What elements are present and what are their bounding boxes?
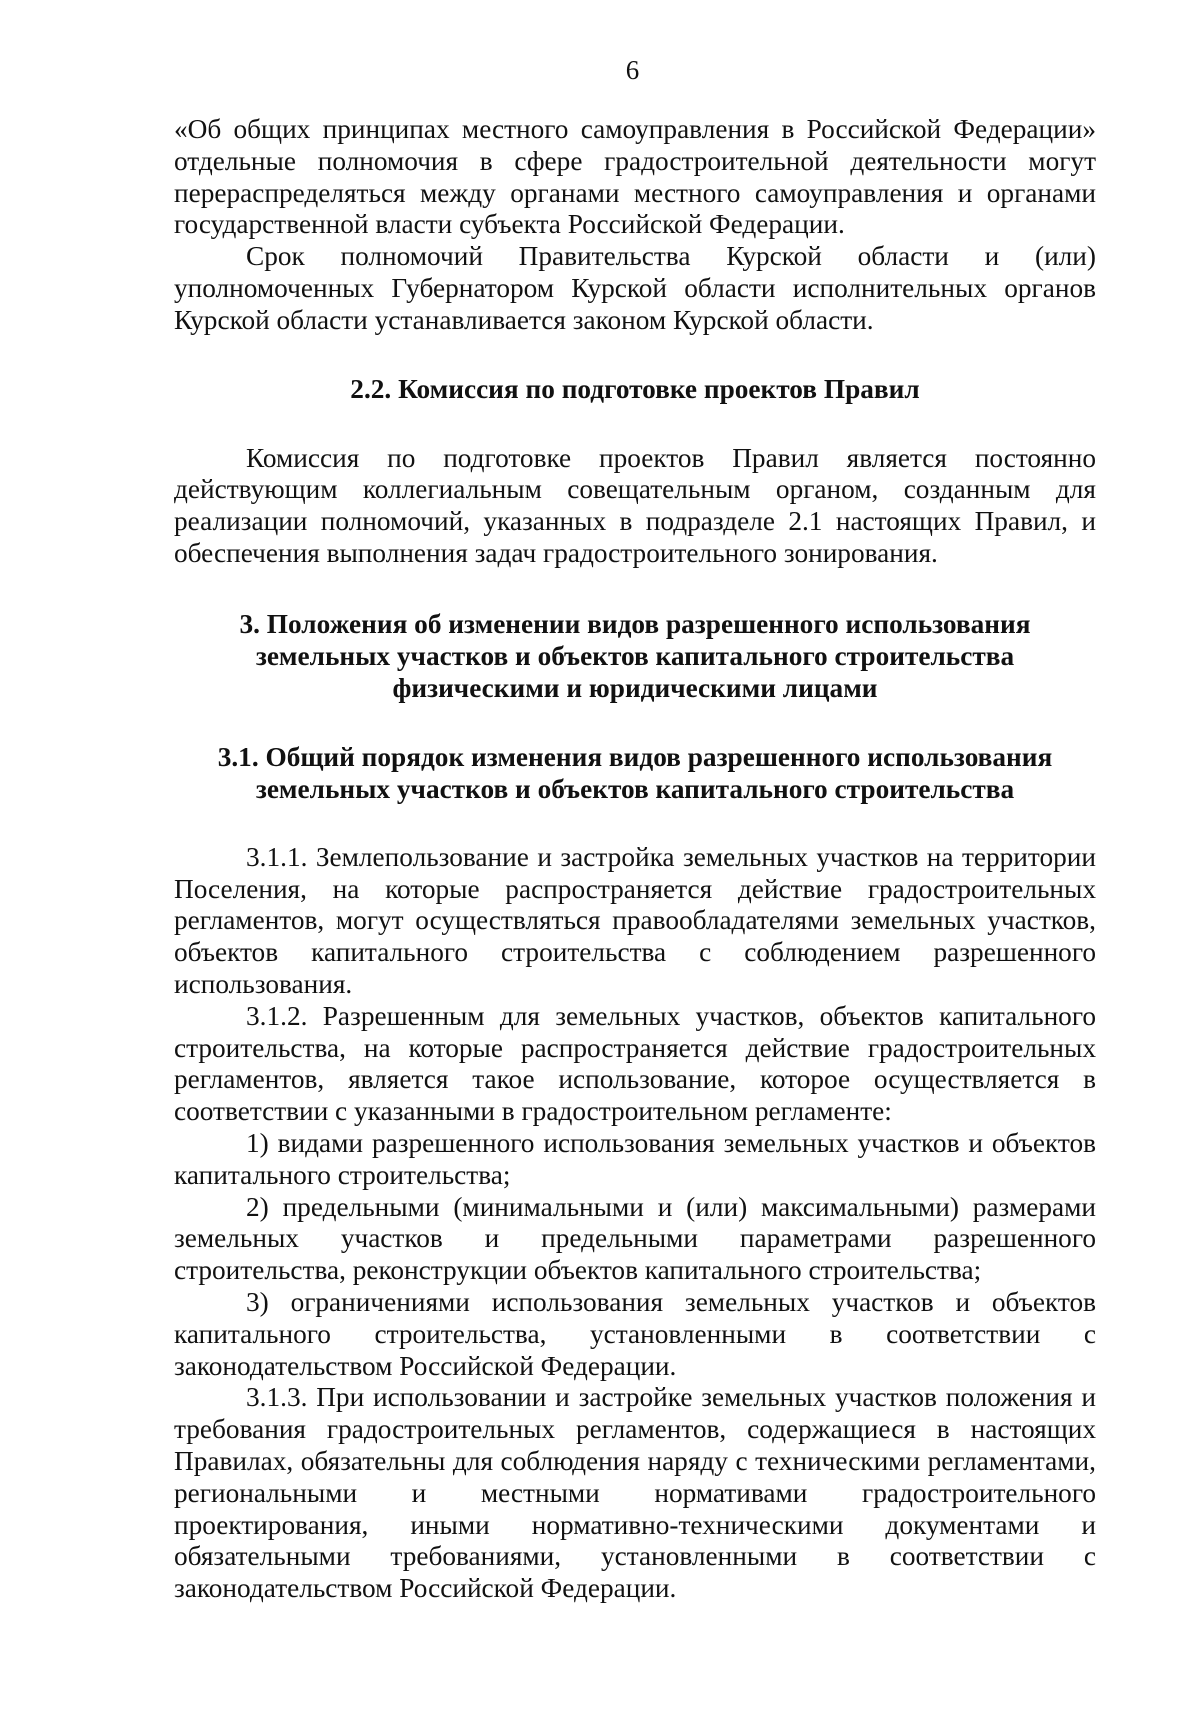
paragraph-intro-2: Срок полномочий Правительства Курской области и (или) уполномоченных Губернатором Курской области исполнительных органов Курской области устанавливается законом Курской области. xyxy=(174,241,1096,335)
section-2-2-paragraph: Комиссия по подготовке проектов Правил является постоянно действующим коллегиальным совещательным органом, созданным для реализации полномочий, указанных в подразделе 2.1 настоящих Правил, и обеспечения выполнения задач градостроительного зонирования. xyxy=(174,442,1096,568)
clause-3-1-3: 3.1.3. При использовании и застройке земельных участков положения и требования градостроительных регламентов, содержащиеся в настоящих Правилах, обязательны для соблюдения наряду с техническими регламентами, региональными и местными нормативами градостроительного проектирования, иными нормативно-техническими документами и обязательными требованиями, установленными в соответствии с законодательством Российской Федерации. xyxy=(174,1382,1096,1604)
spacer xyxy=(174,337,1096,373)
page-number: 6 xyxy=(625,55,640,85)
clause-3-1-2: 3.1.2. Разрешенным для земельных участков, объектов капитального строительства, на которые распространяется действие градостроительных регламентов, является такое использование, которое осуществляется в соответствии с указанными в градостроительном регламенте: xyxy=(174,1000,1096,1127)
document-body xyxy=(174,114,1096,1605)
list-item-3: 3) ограничениями использования земельных участков и объектов капитального строительства, установленными в соответствии с законодательством Российской Федерации. xyxy=(174,1286,1096,1381)
spacer xyxy=(174,805,1096,842)
spacer xyxy=(174,704,1096,741)
spacer xyxy=(174,405,1096,443)
list-item-2: 2) предельными (минимальными и (или) максимальными) размерами земельных участков и предельными параметрами разрешенного строительства, реконструкции объектов капитального строительства; xyxy=(174,1191,1096,1286)
section-3-1-heading xyxy=(174,741,1096,805)
list-item-1: 1) видами разрешенного использования земельных участков и объектов капитального строительства; xyxy=(174,1127,1096,1190)
section-3-heading-line-1: 3. Положения об изменении видов разрешенного использования xyxy=(239,608,1031,639)
paragraph-intro-1: «Об общих принципах местного самоуправления в Российской Федерации» отдельные полномочия в сфере градостроительной деятельности могут перераспределяться между органами местного самоуправления и органами государственной власти субъекта Российской Федерации. xyxy=(174,114,1096,240)
section-3-1-heading-line-2: земельных участков и объектов капитального строительства xyxy=(255,773,1015,804)
section-3-heading-line-3: физическими и юридическими лицами xyxy=(392,672,878,703)
section-3-1-heading-line-1: 3.1. Общий порядок изменения видов разрешенного использования xyxy=(217,741,1053,772)
spacer xyxy=(174,570,1096,608)
clause-3-1-1: 3.1.1. Землепользование и застройка земельных участков на территории Поселения, на которые распространяется действие градостроительных регламентов, могут осуществляться правообладателями земельных участков, объектов капитального строительства с соблюдением разрешенного использования. xyxy=(174,841,1096,999)
section-3-heading xyxy=(174,608,1096,704)
section-2-2-heading: 2.2. Комиссия по подготовке проектов Правил xyxy=(350,373,920,404)
section-3-heading-line-2: земельных участков и объектов капитального строительства xyxy=(255,640,1015,671)
